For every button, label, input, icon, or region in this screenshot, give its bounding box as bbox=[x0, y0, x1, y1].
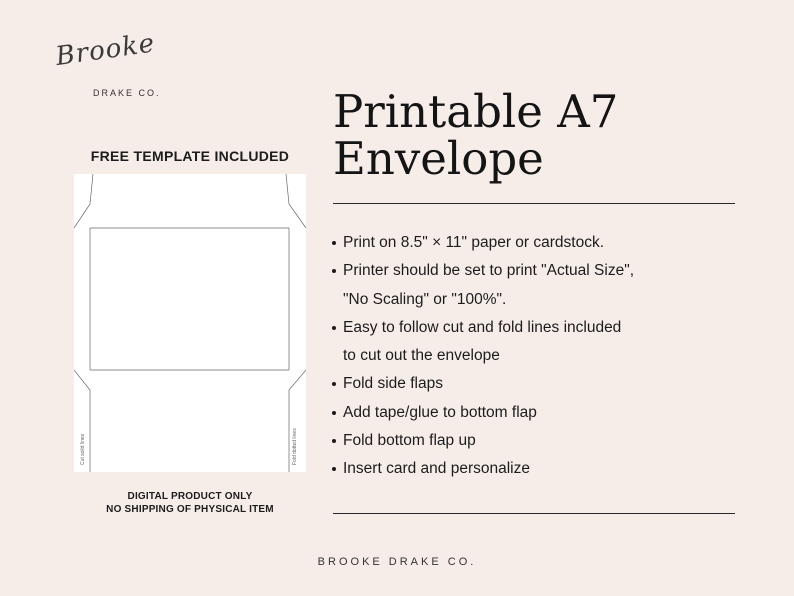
instruction-item-continuation: to cut out the envelope bbox=[343, 347, 500, 365]
envelope-top-left-flap-cut bbox=[74, 174, 93, 228]
instruction-item: Printer should be set to print "Actual Size", bbox=[330, 257, 740, 285]
instruction-item: Fold bottom flap up bbox=[330, 427, 740, 455]
template-heading: FREE TEMPLATE INCLUDED bbox=[90, 148, 290, 164]
top-divider bbox=[333, 203, 735, 204]
instruction-item: Print on 8.5" × 11" paper or cardstock. bbox=[330, 229, 740, 257]
bottom-divider bbox=[333, 513, 735, 514]
instruction-item-continuation: "No Scaling" or "100%". bbox=[343, 290, 507, 308]
title-line-1: Printable A7 bbox=[333, 85, 619, 138]
logo-script-text: Brooke bbox=[53, 28, 158, 72]
envelope-template-preview bbox=[74, 174, 306, 472]
instruction-list bbox=[330, 229, 740, 484]
brand-logo bbox=[53, 28, 168, 104]
disclaimer-line-1: DIGITAL PRODUCT ONLY bbox=[127, 491, 253, 502]
instruction-item: Fold side flaps bbox=[330, 370, 740, 398]
title-line-2: Envelope bbox=[333, 132, 544, 185]
disclaimer-line-2: NO SHIPPING OF PHYSICAL ITEM bbox=[106, 504, 274, 515]
envelope-template-lines bbox=[74, 174, 306, 472]
instruction-item: Easy to follow cut and fold lines included bbox=[330, 314, 740, 342]
instruction-item: Insert card and personalize bbox=[330, 455, 740, 483]
instruction-item: Add tape/glue to bottom flap bbox=[330, 399, 740, 427]
logo-subtext: DRAKE CO. bbox=[93, 88, 161, 98]
product-disclaimer bbox=[74, 490, 306, 516]
envelope-top-right-flap-cut bbox=[286, 174, 306, 228]
footer-brand: BROOKE DRAKE CO. bbox=[317, 556, 477, 568]
fold-lines-note: Fold dotted lines bbox=[292, 428, 298, 465]
cut-lines-note: Cut solid lines bbox=[80, 433, 86, 465]
page-title bbox=[333, 85, 619, 185]
